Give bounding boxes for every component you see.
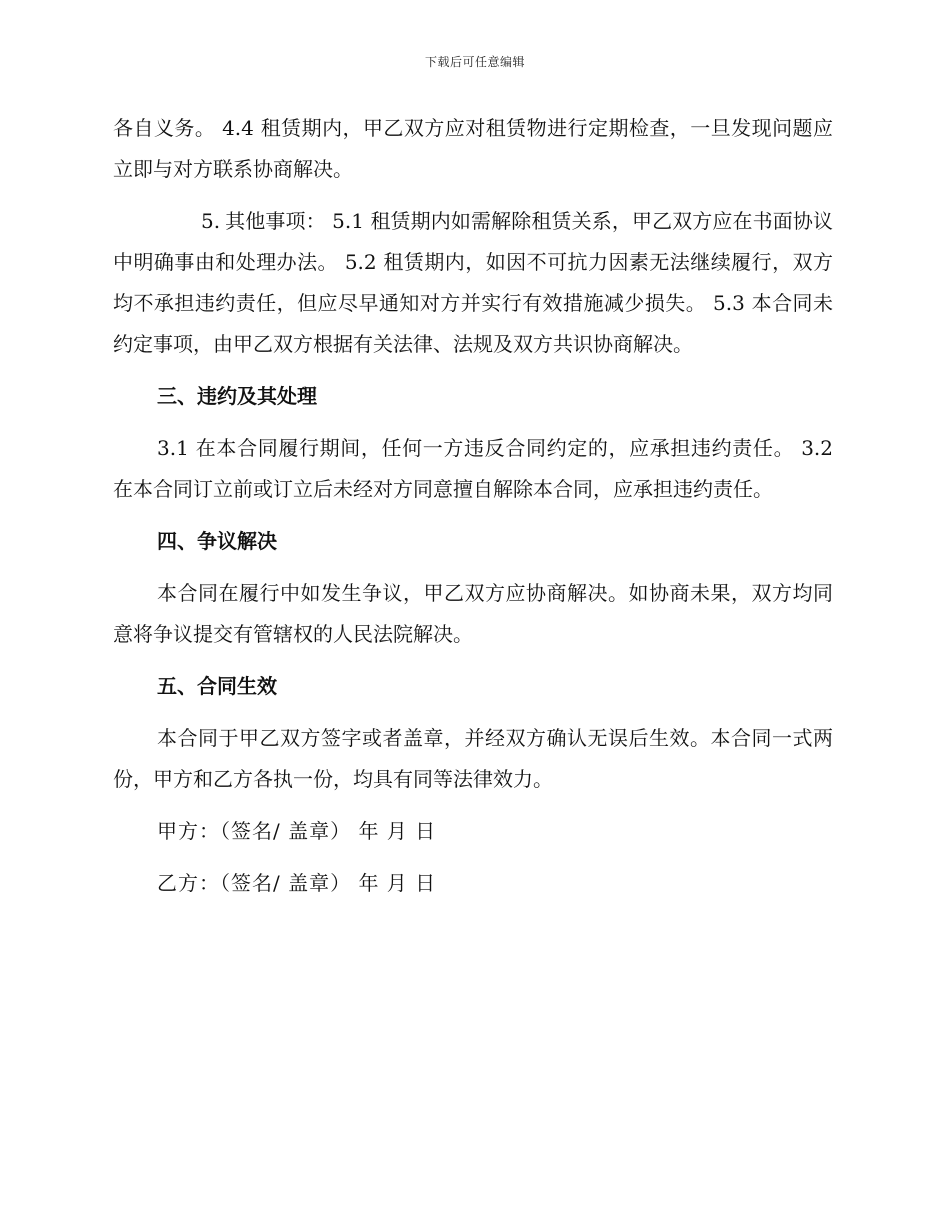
paragraph-other-matters bbox=[113, 201, 833, 365]
page-header: 下载后可任意编辑 bbox=[424, 55, 525, 69]
document-body bbox=[113, 108, 833, 915]
signature-line-party-b: 乙方：（签名/ 盖章） 年 月 日 bbox=[157, 871, 437, 895]
section-heading-effect: 五、合同生效 bbox=[157, 674, 277, 698]
item-number: 5. bbox=[201, 209, 221, 233]
paragraph-dispute: 本合同在履行中如发生争议，甲乙双方应协商解决。如协商未果，双方均同意将争议提交有管辖权的人民法院解决。 bbox=[113, 581, 833, 646]
section-heading-breach: 三、违约及其处理 bbox=[157, 384, 317, 408]
signature-line-party-a: 甲方：（签名/ 盖章） 年 月 日 bbox=[157, 819, 437, 843]
section-heading-dispute: 四、争议解决 bbox=[157, 529, 277, 553]
item-text: 其他事项： 5.1 租赁期内如需解除租赁关系，甲乙双方应在书面协议中明确事由和处理办法。 5.2 租赁期内，如因不可抗力因素无法继续履行，双方均不承担违约责任，但应尽早通知对方并实行有效措施减少损失。 5.3 本合同未约定事项，由甲乙双方根据有关法律、法规及双方共识协商解决。 bbox=[113, 209, 833, 356]
paragraph-breach: 3.1 在本合同履行期间，任何一方违反合同约定的，应承担违约责任。 3.2 在本合同订立前或订立后未经对方同意擅自解除本合同，应承担违约责任。 bbox=[113, 436, 833, 501]
paragraph-effect: 本合同于甲乙双方签字或者盖章，并经双方确认无误后生效。本合同一式两份，甲方和乙方各执一份，均具有同等法律效力。 bbox=[113, 726, 833, 791]
paragraph-obligations: 各自义务。 4.4 租赁期内，甲乙双方应对租赁物进行定期检查，一旦发现问题应立即与对方联系协商解决。 bbox=[113, 116, 833, 181]
